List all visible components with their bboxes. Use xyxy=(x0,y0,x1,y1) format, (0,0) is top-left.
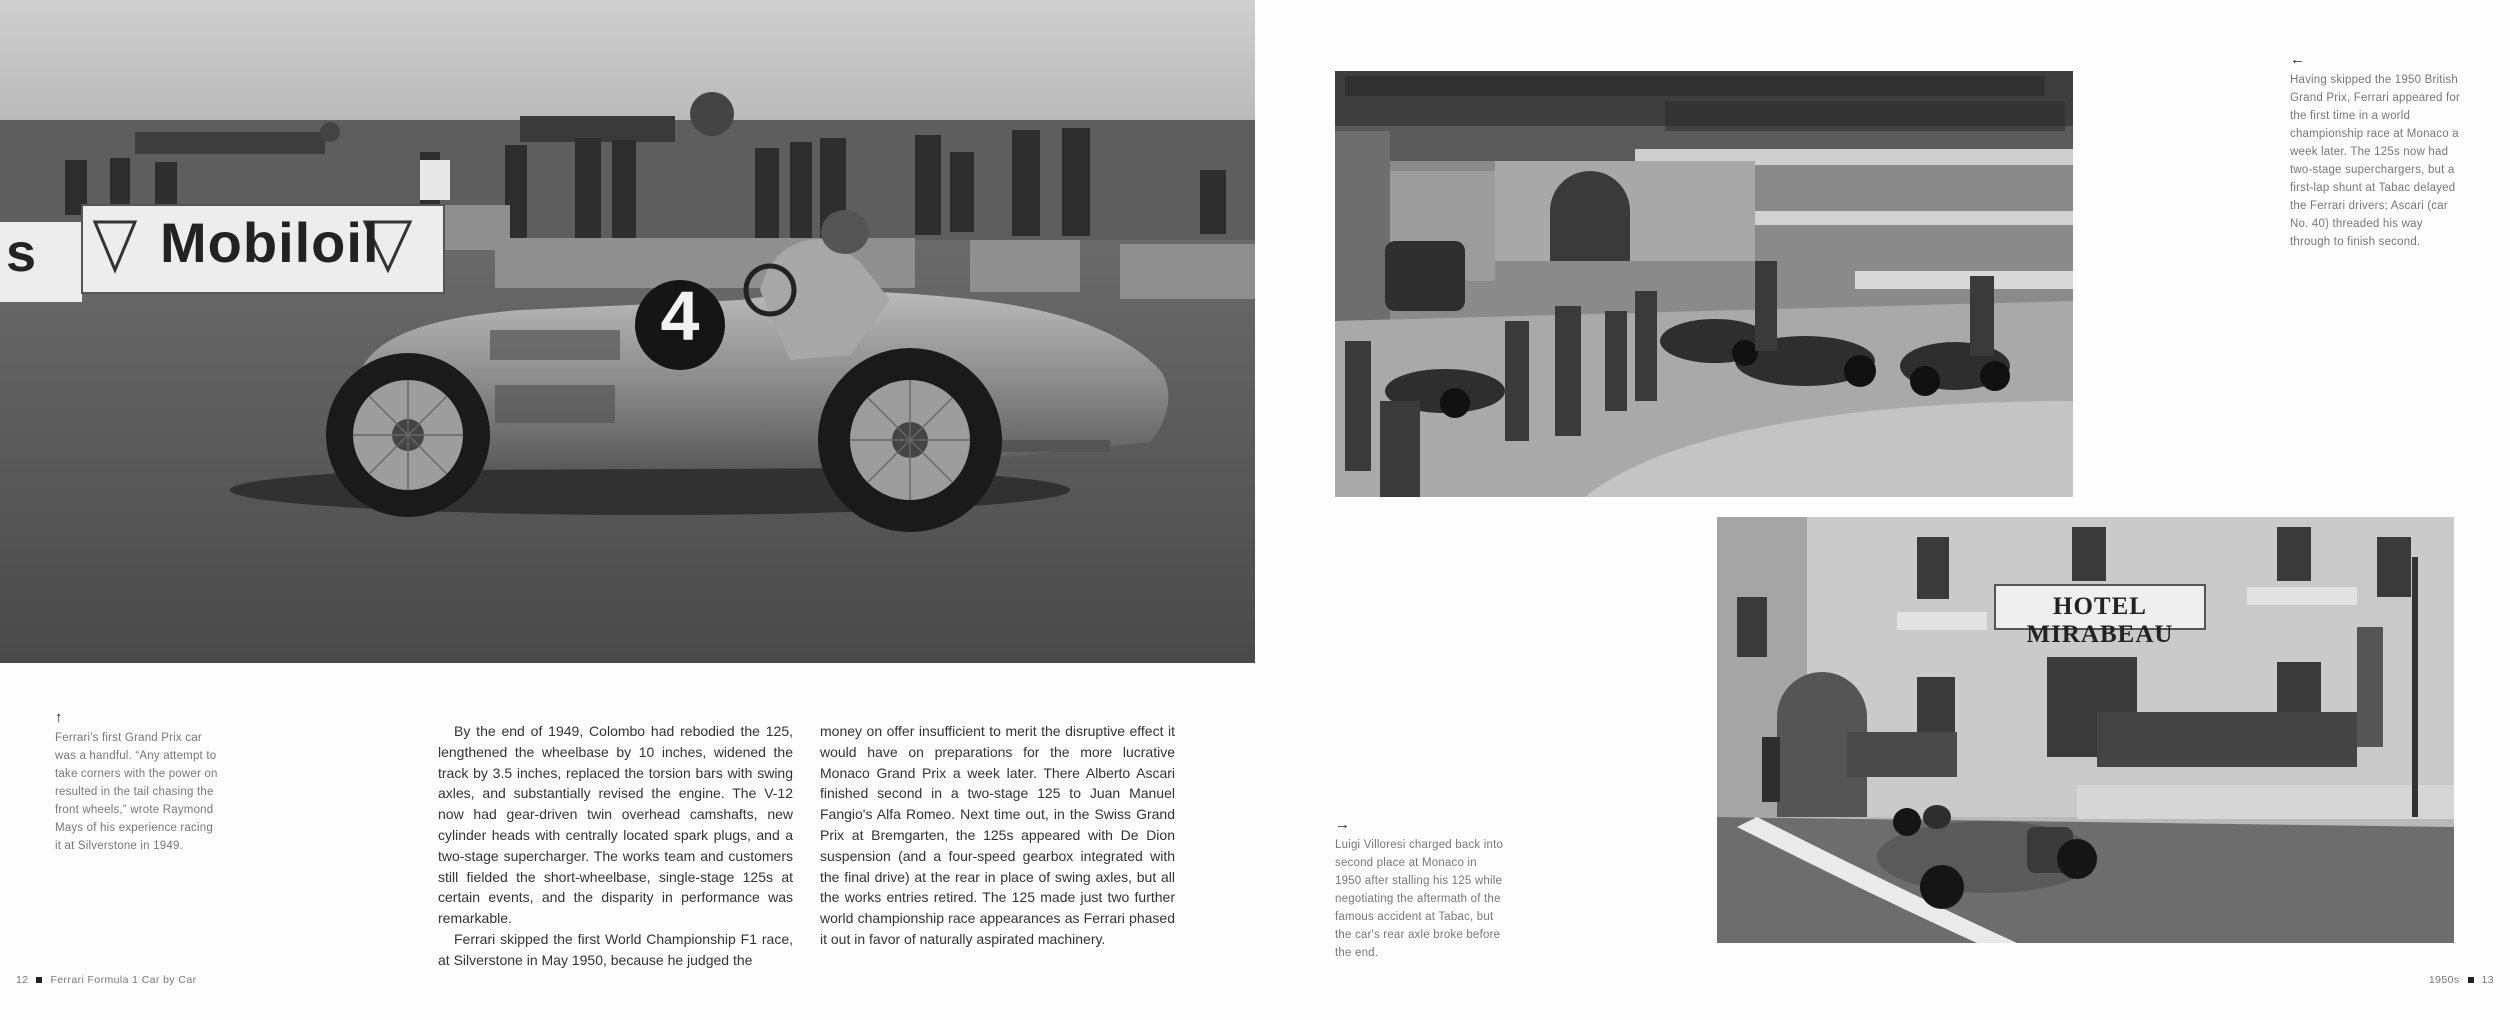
photo-monaco-grid xyxy=(1335,71,2073,497)
page-number-left: 12 xyxy=(16,974,29,986)
square-bullet-icon xyxy=(36,977,42,983)
square-bullet-icon xyxy=(2468,977,2474,983)
arrow-right-icon: → xyxy=(1335,816,1351,833)
footer-left xyxy=(16,974,196,986)
footer-right xyxy=(2429,974,2494,986)
banner-edge-text: s xyxy=(6,223,37,283)
caption-silverstone-text: Ferrari's first Grand Prix car was a handful. “Any attempt to take corners with the power on resulted in the tail chasing the front wheels,” wrote Raymond Mays of his experience racing it at Silverstone in 1949. xyxy=(55,732,218,852)
hotel-mirabeau-sign: HOTEL MIRABEAU xyxy=(2026,593,2174,648)
photo-hotel-mirabeau xyxy=(1717,517,2454,943)
page-number-right: 13 xyxy=(2481,974,2494,986)
body-column-2 xyxy=(820,721,1175,950)
arrow-up-icon: ↑ xyxy=(55,709,63,726)
caption-silverstone xyxy=(55,710,221,855)
caption-monaco-grid xyxy=(2290,52,2462,251)
mobiloil-banner-text: Mobiloil xyxy=(160,211,380,274)
caption-villoresi-text: Luigi Villoresi charged back into second place at Monaco in 1950 after stalling his 125 while negotiating the aftermath of the famous accident at Tabac, but the car's rear axle broke before the end. xyxy=(1335,839,1504,959)
section-label: 1950s xyxy=(2428,974,2460,986)
arrow-left-icon: ← xyxy=(2290,51,2306,68)
caption-monaco-grid-text: Having skipped the 1950 British Grand Prix, Ferrari appeared for the first time in a world championship race at Monaco a week later. The 125s now had two-stage superchargers, but a first-lap shunt at Tabac delayed the Ferrari drivers; Ascari (car No. 40) threaded his way through to finish second. xyxy=(2290,74,2461,248)
body-paragraph: By the end of 1949, Colombo had rebodied the 125, lengthened the wheelbase by 10 inches, widened the track by 3.5 inches, replaced the torsion bars with swing axles, and substantially revised the engine. The V-12 now had gear-driven twin overhead camshafts, new cylinder heads with centrally located spark plugs, and a two-stage supercharger. The works team and customers still fielded the short-wheelbase, single-stage 125s at certain events, and the disparity in performance was remarkable. xyxy=(438,723,793,927)
car-number: 4 xyxy=(660,277,700,355)
body-paragraph: money on offer insufficient to merit the disruptive effect it would have on preparations for the more lucrative Monaco Grand Prix a week later. There Alberto Ascari finished second in a two-stage 125 to Juan Manuel Fangio's Alfa Romeo. Next time out, in the Swiss Grand Prix at Bremgarten, the 125s appeared with De Dion suspension (and a four-speed gearbox integrated with the final drive) at the rear in place of swing axles, but all the works entries retired. The 125 made just two further world championship race appearances as Ferrari phased it out in favor of naturally aspirated machinery. xyxy=(820,723,1175,947)
caption-villoresi xyxy=(1335,817,1505,962)
body-paragraph: Ferrari skipped the first World Championship F1 race, at Silverstone in May 1950, because he judged the xyxy=(438,930,793,968)
body-column-1 xyxy=(438,721,793,971)
book-title: Ferrari Formula 1 Car by Car xyxy=(50,974,197,986)
photo-silverstone-ferrari-125 xyxy=(0,0,1255,663)
